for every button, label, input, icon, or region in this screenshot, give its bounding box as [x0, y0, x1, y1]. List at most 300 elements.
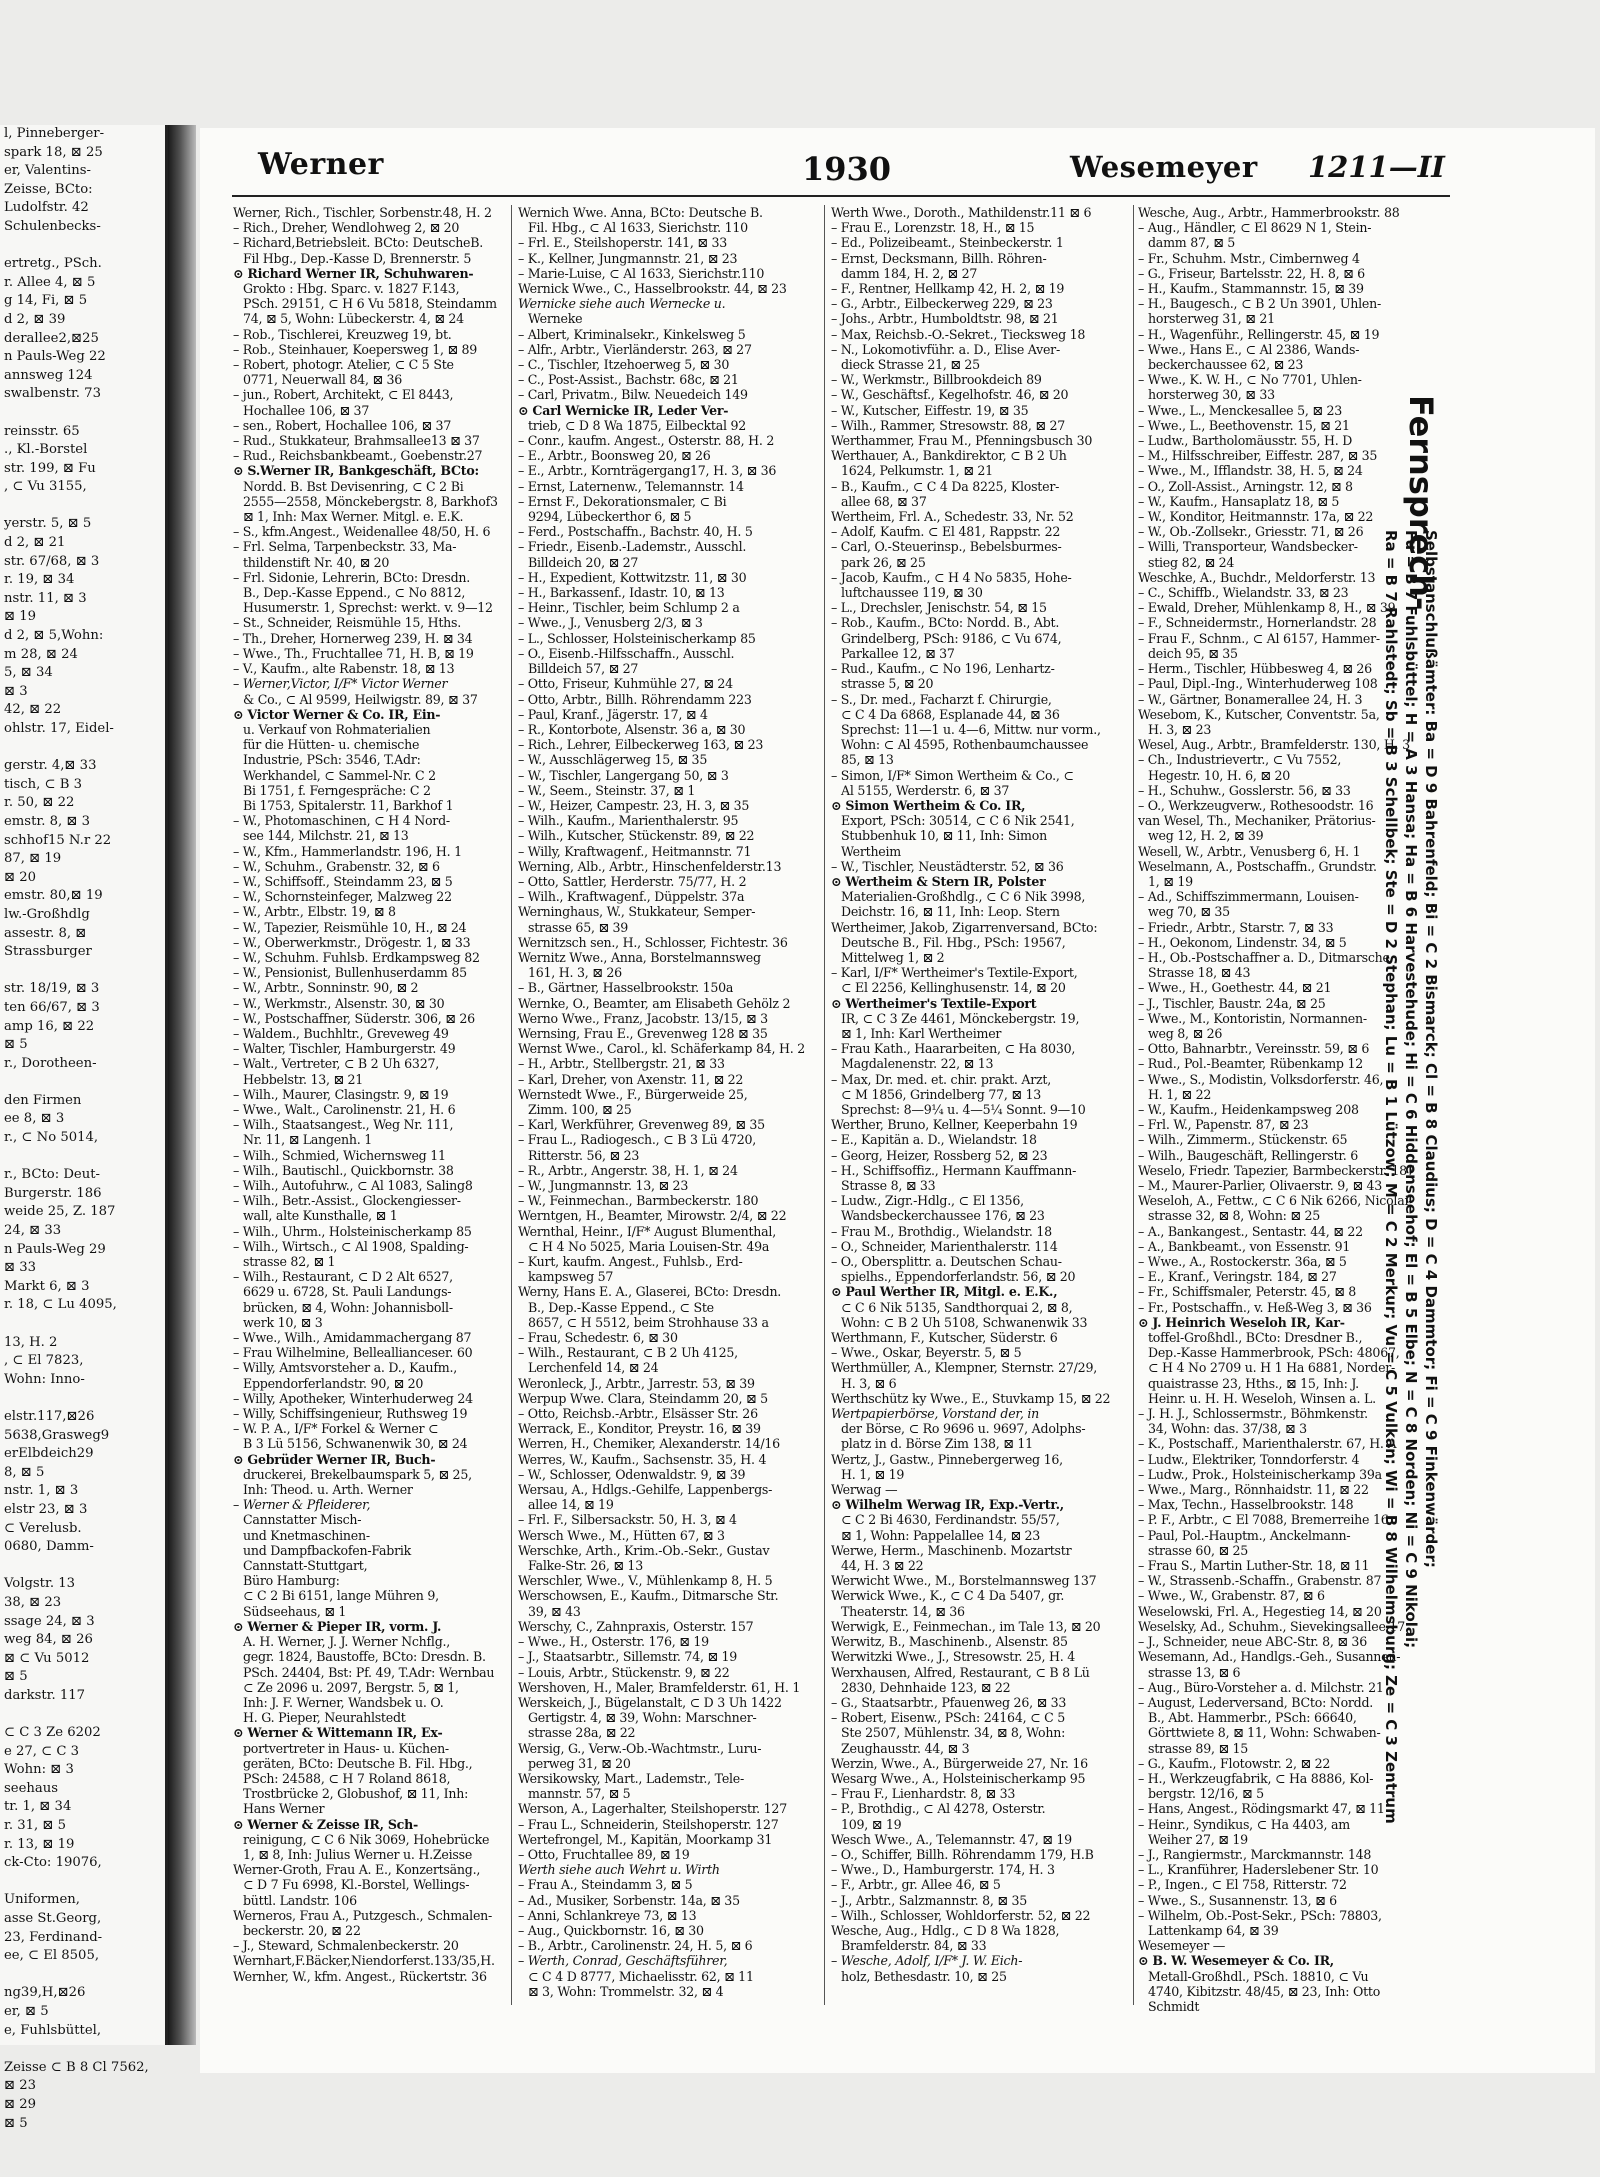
- left-page-line: r. 18, ⊂ Lu 4095,: [4, 1297, 117, 1313]
- directory-entry: – Rud., Pol.-Beamter, Rübenkamp 12: [1138, 1056, 1363, 1072]
- directory-entry: 9294, Lübeckerthor 6, ⊠ 5: [528, 509, 692, 525]
- directory-entry: damm 87, ⊠ 5: [1148, 235, 1236, 251]
- directory-entry: – E., Kapitän a. D., Wielandstr. 18: [831, 1132, 1037, 1148]
- directory-entry: portvertreter in Haus- u. Küchen-: [243, 1740, 449, 1756]
- directory-entry: – Ad., Musiker, Sorbenstr. 14a, ⊠ 35: [518, 1892, 740, 1908]
- left-page-line: asse St.Georg,: [4, 1911, 102, 1926]
- left-page-line: swalbenstr. 73: [4, 386, 101, 402]
- left-page-line: schhof15 N.r 22: [4, 832, 112, 848]
- directory-entry: – G., Friseur, Bartelsstr. 22, H. 8, ⊠ 6: [1138, 265, 1365, 281]
- left-page-line: [0, 962, 165, 981]
- directory-entry: – Willi, Transporteur, Wandsbecker-: [1138, 539, 1358, 555]
- directory-entry: strasse 65, ⊠ 39: [528, 919, 629, 935]
- directory-entry: park 26, ⊠ 25: [841, 554, 926, 570]
- directory-entry: damm 184, H. 2, ⊠ 27: [841, 265, 978, 281]
- directory-entry: Grindelberg, PSch: 9186, ⊂ Vu 674,: [841, 630, 1062, 646]
- directory-entry: Südseehaus, ⊠ 1: [243, 1603, 347, 1619]
- directory-entry: – H., Barkassenf., Idastr. 10, ⊠ 13: [518, 585, 725, 601]
- directory-entry: perweg 31, ⊠ 20: [528, 1755, 631, 1771]
- left-page-line: [0, 1873, 165, 1892]
- directory-entry: – Ewald, Dreher, Mühlenkamp 8, H., ⊠ 39: [1138, 600, 1396, 616]
- directory-entry: Wertefrongel, M., Kapitän, Moorkamp 31: [518, 1831, 773, 1847]
- directory-entry: – W., Tischler, Langergang 50, ⊠ 3: [518, 767, 729, 783]
- directory-entry: ⊂ H 4 No 2709 u. H 1 Ha 6881, Norder-: [1148, 1360, 1396, 1376]
- directory-entry: weg 8, ⊠ 26: [1148, 1025, 1223, 1041]
- directory-entry: B 3 Lü 5156, Schwanenwik 30, ⊠ 24: [243, 1436, 468, 1452]
- directory-entry: Werwe, Herm., Maschinenb. Mozartstr: [831, 1542, 1072, 1558]
- directory-entry: Inh: J. F. Werner, Wandsbek u. O.: [243, 1694, 444, 1710]
- directory-entry: 1, ⊠ 19: [1148, 873, 1193, 889]
- directory-entry: ⊙ Wertheimer's Textile-Export: [831, 995, 1037, 1011]
- directory-entry: – B., Gärtner, Hasselbrookstr. 150a: [518, 980, 734, 996]
- directory-entry: ⊙ Victor Werner & Co. IR, Ein-: [233, 706, 441, 722]
- directory-entry: – H., Baugesch., ⊂ B 2 Un 3901, Uhlen-: [1138, 296, 1382, 312]
- directory-entry: – A., Bankbeamt., von Essenstr. 91: [1138, 1238, 1351, 1254]
- left-page-line: r., ⊂ No 5014,: [4, 1130, 99, 1146]
- directory-entry: Wesemeyer —: [1138, 1938, 1226, 1954]
- directory-entry: Hegestr. 10, H. 6, ⊠ 20: [1148, 767, 1290, 783]
- directory-entry: – J., Staatsarbtr., Sillemstr. 74, ⊠ 19: [518, 1649, 738, 1665]
- directory-entry: see 144, Milchstr. 21, ⊠ 13: [243, 828, 409, 844]
- directory-entry: – Frau Kath., Haararbeiten, ⊂ Ha 8030,: [831, 1041, 1076, 1057]
- left-page-line: ⊠ 29: [4, 2096, 37, 2112]
- directory-entry: Werthschütz ky Wwe., E., Stuvkamp 15, ⊠ 22: [831, 1390, 1111, 1406]
- directory-entry: Werthmann, F., Kutscher, Süderstr. 6: [831, 1330, 1058, 1346]
- directory-entry: Husumerstr. 1, Sprechst: werkt. v. 9—12: [243, 600, 493, 616]
- directory-entry: – Wwe., K. W. H., ⊂ No 7701, Uhlen-: [1138, 372, 1362, 388]
- directory-entry: – G., Staatsarbtr., Pfauenweg 26, ⊠ 33: [831, 1694, 1067, 1710]
- left-page-line: r., BCto: Deut-: [4, 1167, 100, 1183]
- directory-entry: – Wilh., Zimmerm., Stückenstr. 65: [1138, 1132, 1348, 1148]
- directory-entry: Weselo, Friedr. Tapezier, Barmbeckerstr. 187: [1138, 1162, 1415, 1178]
- directory-entry: – Frl. E., Steilshoperstr. 141, ⊠ 33: [518, 235, 727, 251]
- directory-entry: Werson, A., Lagerhalter, Steilshoperstr. 127: [518, 1801, 787, 1817]
- left-page-line: ohlstr. 17, Eidel-: [4, 721, 114, 736]
- directory-entry: Magdalenenstr. 22, ⊠ 13: [841, 1056, 994, 1072]
- directory-entry: ⊙ Wilhelm Werwag IR, Exp.-Vertr.,: [831, 1497, 1064, 1513]
- left-page-line: annsweg 124: [4, 367, 93, 383]
- directory-entry: Grokto : Hbg. Sparc. v. 1827 F.143,: [243, 281, 460, 297]
- directory-entry: Fil. Hbg., ⊂ Al 1633, Sierichstr. 110: [528, 220, 748, 236]
- left-page-line: reinsstr. 65: [4, 423, 80, 439]
- directory-entry: – H., Schuhw., Gosslerstr. 56, ⊠ 33: [1138, 782, 1351, 798]
- left-page-line: [0, 1705, 165, 1724]
- directory-entry: – W., Jungmannstr. 13, ⊠ 23: [518, 1178, 689, 1193]
- directory-entry: ⊙ J. Heinrich Weseloh IR, Kar-: [1138, 1314, 1345, 1330]
- directory-entry: – L., Kranführer, Haderslebener Str. 10: [1138, 1862, 1379, 1878]
- directory-entry: Billdeich 57, ⊠ 27: [528, 661, 639, 677]
- left-page-fragment: [0, 125, 168, 2131]
- directory-entry: – Wilhelm, Ob.-Post-Sekr., PSch: 78803,: [1138, 1907, 1382, 1923]
- directory-entry: Wernke, O., Beamter, am Elisabeth Gehölz 2: [518, 995, 791, 1011]
- left-page-line: 13, H. 2: [4, 1334, 58, 1350]
- directory-entry: beckerstr. 20, ⊠ 22: [243, 1922, 361, 1938]
- directory-entry: – F., Arbtr., gr. Allee 46, ⊠ 5: [831, 1877, 1001, 1893]
- directory-entry: – H., Arbtr., Stellbergstr. 21, ⊠ 33: [518, 1056, 725, 1072]
- directory-entry: – Wwe., Hans E., ⊂ Al 2386, Wands-: [1138, 341, 1360, 357]
- directory-entry: – Wilh., Baugeschäft, Rellingerstr. 6: [1138, 1147, 1359, 1163]
- directory-entry: 6629 u. 6728, St. Pauli Landungs-: [243, 1284, 452, 1300]
- directory-entry: 4740, Kibitzstr. 48/45, ⊠ 23, Inh: Otto: [1148, 1983, 1381, 1999]
- directory-entry: – O., Schneider, Marienthalerstr. 114: [831, 1238, 1058, 1254]
- directory-entry: Wesche, Aug., Hdlg., ⊂ D 8 Wa 1828,: [831, 1922, 1060, 1938]
- left-page-line: d 2, ⊠ 21: [4, 535, 66, 551]
- directory-entry: Wesarg Wwe., A., Holsteinischerkamp 95: [831, 1770, 1086, 1786]
- directory-entry: – Rob., Kaufm., BCto: Nordd. B., Abt.: [831, 615, 1060, 631]
- directory-entry: – M., Hilfsschreiber, Eiffestr. 287, ⊠ 35: [1138, 448, 1378, 464]
- left-page-line: [0, 1966, 165, 1985]
- directory-entry: Lattenkamp 64, ⊠ 39: [1148, 1922, 1279, 1938]
- directory-entry: strasse 89, ⊠ 15: [1148, 1740, 1249, 1756]
- left-page-line: erElbdeich29: [4, 1446, 94, 1462]
- directory-entry: B., Abt. Hammerbr., PSch: 66640,: [1148, 1710, 1357, 1726]
- directory-entry: PSch: 24588, ⊂ H 7 Roland 8618,: [243, 1770, 451, 1786]
- directory-entry: – Alfr., Arbtr., Vierländerstr. 263, ⊠ 27: [518, 341, 752, 357]
- directory-entry: 34, Wohn: das. 37/38, ⊠ 3: [1148, 1421, 1307, 1437]
- directory-entry: Heinr. u. H. H. Weseloh, Winsen a. L.: [1148, 1390, 1376, 1406]
- directory-entry: Wernitz Wwe., Anna, Borstelmannsweg: [518, 949, 761, 965]
- directory-entry: – Willy, Amtsvorsteher a. D., Kaufm.,: [233, 1360, 457, 1376]
- directory-entry: PSch. 29151, ⊂ H 6 Vu 5818, Steindamm: [243, 296, 497, 312]
- directory-entry: – W., Ausschlägerweg 15, ⊠ 35: [518, 752, 708, 768]
- directory-entry: – W., Schornsteinfeger, Malzweg 22: [233, 889, 452, 905]
- directory-entry: – Otto, Arbtr., Billh. Röhrendamm 223: [518, 691, 752, 707]
- directory-entry: Werwitz, B., Maschinenb., Alsenstr. 85: [831, 1634, 1068, 1650]
- directory-entry: allee 68, ⊠ 37: [841, 493, 927, 509]
- left-page-line: ng39,H,⊠26: [4, 1985, 86, 2001]
- directory-entry: ⊠ 1, Inh: Karl Wertheimer: [841, 1025, 1002, 1041]
- directory-entry: – Ch., Industrievertr., ⊂ Vu 7552,: [1138, 752, 1342, 768]
- directory-entry: Wernich Wwe. Anna, BCto: Deutsche B.: [518, 205, 763, 220]
- directory-entry: – Otto, Reichsb.-Arbtr., Elsässer Str. 26: [518, 1406, 758, 1422]
- directory-entry: – C., Post-Assist., Bachstr. 68c, ⊠ 21: [518, 372, 739, 388]
- directory-entry: Nr. 11, ⊠ Langenh. 1: [243, 1132, 372, 1148]
- left-page-line: r., Dorotheen-: [4, 1055, 97, 1071]
- directory-entry: ⊙ S.Werner IR, Bankgeschäft, BCto:: [233, 463, 479, 479]
- directory-entry: – Rud., Reichsbankbeamt., Goebenstr.27: [233, 448, 483, 464]
- directory-entry: – Aug., Büro-Vorsteher a. d. Milchstr. 21: [1138, 1679, 1384, 1695]
- directory-entry: – W., Heizer, Campestr. 23, H. 3, ⊠ 35: [518, 797, 750, 813]
- directory-entry: – Willy, Schiffsingenieur, Ruthsweg 19: [233, 1406, 468, 1422]
- directory-entry: Export, PSch: 30514, ⊂ C 6 Nik 2541,: [841, 813, 1075, 829]
- directory-entry: strasse 28a, ⊠ 22: [528, 1725, 636, 1741]
- left-page-line: er, Valentins-: [4, 163, 91, 179]
- directory-entry: 74, ⊠ 5, Wohn: Lübeckerstr. 4, ⊠ 24: [243, 311, 464, 327]
- directory-entry: – Anni, Schlankreye 73, ⊠ 13: [518, 1907, 697, 1923]
- directory-entry: Werny, Hans E. A., Glaserei, BCto: Dresdn.: [518, 1284, 782, 1300]
- left-page-line: 0680, Damm-: [4, 1539, 94, 1555]
- directory-entry: – Frl. F., Silbersackstr. 50, H. 3, ⊠ 4: [518, 1512, 737, 1528]
- left-page-line: 8, ⊠ 5: [4, 1464, 45, 1480]
- left-page-line: ⊂ C 3 Ze 6202: [4, 1725, 101, 1741]
- directory-entry: H. 1, ⊠ 19: [841, 1466, 905, 1482]
- directory-entry: – Ludw., Prok., Holsteinischerkamp 39a: [1138, 1466, 1382, 1482]
- header-page-number: 1211—II: [1308, 150, 1445, 184]
- directory-entry: Werschler, Wwe., V., Mühlenkamp 8, H. 5: [518, 1573, 773, 1589]
- directory-entry: – J., Arbtr., Salzmannstr. 8, ⊠ 35: [831, 1892, 1027, 1908]
- directory-entry: – Richard,Betriebsleit. BCto: DeutscheB.: [233, 235, 484, 251]
- directory-entry: strasse 60, ⊠ 25: [1148, 1542, 1249, 1558]
- directory-entry: – J., Tischler, Baustr. 24a, ⊠ 25: [1138, 995, 1326, 1011]
- directory-entry: druckerei, Brekelbaumspark 5, ⊠ 25,: [243, 1466, 472, 1482]
- directory-entry: – Rud., Kaufm., ⊂ No 196, Lenhartz-: [831, 661, 1055, 677]
- directory-entry: Gertigstr. 4, ⊠ 39, Wohn: Marschner-: [528, 1710, 757, 1726]
- directory-entry: – Werth, Conrad, Geschäftsführer,: [518, 1953, 728, 1969]
- directory-entry: – W., Schuhm., Grabenstr. 32, ⊠ 6: [233, 858, 440, 874]
- header-year: 1930: [802, 150, 892, 188]
- directory-entry: – Wwe., D., Hamburgerstr. 174, H. 3: [831, 1862, 1055, 1878]
- header-first-name: Werner: [258, 147, 384, 182]
- left-page-line: ⊠ 19: [4, 609, 37, 625]
- directory-entry: – Fr., Postschaffn., v. Heß-Weg 3, ⊠ 36: [1138, 1299, 1372, 1315]
- directory-entry: – H., Oekonom, Lindenstr. 34, ⊠ 5: [1138, 934, 1347, 950]
- directory-entry: ⊂ C 6 Nik 5135, Sandthorquai 2, ⊠ 8,: [841, 1299, 1073, 1315]
- directory-entry: – E., Arbtr., Kornträgergang17, H. 3, ⊠ 36: [518, 463, 777, 479]
- directory-entry: Werrack, E., Konditor, Preystr. 16, ⊠ 39: [518, 1421, 761, 1437]
- directory-entry: dieck Strasse 21, ⊠ 25: [841, 357, 980, 373]
- left-page-line: r. 31, ⊠ 5: [4, 1818, 67, 1834]
- directory-entry: ⊙ Paul Werther IR, Mitgl. e. E.K.,: [831, 1284, 1058, 1300]
- directory-entry: reinigung, ⊂ C 6 Nik 3069, Hohebrücke: [243, 1831, 490, 1847]
- left-page-line: yerstr. 5, ⊠ 5: [4, 516, 92, 532]
- directory-entry: – Otto, Friseur, Kuhmühle 27, ⊠ 24: [518, 676, 733, 692]
- directory-entry: Werthauer, A., Bankdirektor, ⊂ B 2 Uh: [831, 448, 1067, 464]
- directory-entry: – W., Geschäftsf., Kegelhofstr. 46, ⊠ 20: [831, 387, 1069, 403]
- directory-entry: H. 3, ⊠ 6: [841, 1375, 897, 1391]
- directory-entry: Werschy, C., Zahnpraxis, Osterstr. 157: [518, 1618, 754, 1634]
- directory-entry: ⊠ 1, Wohn: Pappelallee 14, ⊠ 23: [841, 1527, 1041, 1543]
- directory-entry: der Börse, ⊂ Ro 9696 u. 9697, Adolphs-: [841, 1421, 1086, 1437]
- directory-entry: Werth Wwe., Doroth., Mathildenstr.11 ⊠ 6: [831, 205, 1092, 220]
- directory-entry: Wernstedt Wwe., F., Bürgerweide 25,: [518, 1086, 748, 1102]
- directory-entry: – J., Schneider, neue ABC-Str. 8, ⊠ 36: [1138, 1634, 1367, 1650]
- side-title: [1440, 395, 1441, 396]
- directory-entry: quaistrasse 23, Hths., ⊠ 15, Inh: J.: [1148, 1375, 1359, 1391]
- directory-entry: Wertheim: [841, 843, 901, 859]
- directory-entry: – W., Schlosser, Odenwaldstr. 9, ⊠ 39: [518, 1466, 746, 1482]
- column-divider: [511, 205, 512, 2005]
- directory-entry: strasse 5, ⊠ 20: [841, 676, 934, 692]
- left-page-line: r. 50, ⊠ 22: [4, 795, 75, 811]
- directory-entry: Werther, Bruno, Kellner, Keeperbahn 19: [831, 1117, 1078, 1133]
- directory-entry: – Frau S., Martin Luther-Str. 18, ⊠ 11: [1138, 1558, 1370, 1574]
- directory-entry: Wesemann, Ad., Handlgs.-Geh., Susannen-: [1138, 1649, 1401, 1665]
- directory-entry: Weselowski, Frl. A., Hegestieg 14, ⊠ 20: [1138, 1603, 1382, 1619]
- directory-entry: – Wwe., J., Venusberg 2/3, ⊠ 3: [518, 615, 703, 631]
- directory-entry: Sprechst: 8—9¼ u. 4—5¼ Sonnt. 9—10: [841, 1101, 1086, 1117]
- directory-entry: Nordd. B. Bst Devisenring, ⊂ C 2 Bi: [243, 478, 464, 494]
- directory-entry: kampsweg 57: [528, 1269, 614, 1285]
- directory-entry: – N., Lokomotivführ. a. D., Elise Aver-: [831, 341, 1060, 357]
- directory-entry: büttl. Landstr. 106: [243, 1892, 357, 1908]
- left-page-line: r. 13, ⊠ 19: [4, 1836, 75, 1852]
- directory-entry: & Co., ⊂ Al 9599, Heilwigstr. 89, ⊠ 37: [243, 691, 478, 707]
- directory-entry: – Wilh., Rammer, Stresowstr. 88, ⊠ 27: [831, 417, 1065, 433]
- directory-entry: – Ernst F., Dekorationsmaler, ⊂ Bi: [518, 493, 727, 509]
- directory-entry: – J., Steward, Schmalenbeckerstr. 20: [233, 1938, 459, 1954]
- left-page-line: assestr. 8, ⊠: [4, 925, 87, 941]
- directory-entry: Parkallee 12, ⊠ 37: [841, 645, 955, 661]
- directory-entry: – Heinr., Syndikus, ⊂ Ha 4403, am: [1138, 1816, 1350, 1832]
- directory-entry: Eppendorferlandstr. 90, ⊠ 20: [243, 1375, 424, 1391]
- directory-entry: Materialien-Großhdlg., ⊂ C 6 Nik 3998,: [841, 889, 1086, 905]
- directory-entry: – Werner & Pfleiderer,: [233, 1497, 371, 1513]
- side-legend-row: Selbstanschlußämter: Ba = D 9 Bahrenfeld; Bi = C 2 Bismarck; Cl = B 8 Claudius; D = C 4 Dammtor; Fi = C 9 Finkenwärder;: [1422, 530, 1440, 1568]
- left-page-line: er, ⊠ 5: [4, 2003, 49, 2019]
- directory-entry: – H., Wagenführ., Rellingerstr. 45, ⊠ 19: [1138, 326, 1380, 342]
- directory-entry: – Aug., Quickbornstr. 16, ⊠ 30: [518, 1922, 704, 1938]
- directory-entry: – Willy, Apotheker, Winterhuderweg 24: [233, 1390, 473, 1406]
- directory-entry: holz, Bethesdastr. 10, ⊠ 25: [841, 1968, 1007, 1984]
- left-page-line: Uniformen,: [4, 1892, 80, 1908]
- directory-entry: – Wwe., L., Beethovenstr. 15, ⊠ 21: [1138, 417, 1350, 433]
- directory-entry: – W., Schiffsoff., Steindamm 23, ⊠ 5: [233, 873, 453, 889]
- directory-entry: Falke-Str. 26, ⊠ 13: [528, 1558, 643, 1574]
- left-page-line: ⊠ ⊂ Vu 5012: [4, 1650, 90, 1666]
- side-legend-row: Ra = B 7 Rahlstedt; Sb = B 3 Schellbek; Ste = D 2 Stephan; Lu = B 1 Lützow; M = C 2 Merkur; Vu = C 5 Vulkan; Wi = B 8 Wilhelmsburg; Ze = C 3 Zentrum: [1382, 530, 1400, 1824]
- directory-entry: ⊙ Carl Wernicke IR, Leder Ver-: [518, 402, 729, 418]
- directory-entry: H. G. Pieper, Neurahlstedt: [243, 1710, 406, 1726]
- directory-entry: – Ludw., Bartholomäusstr. 55, H. D: [1138, 433, 1353, 449]
- directory-entry: ⊙ Simon Wertheim & Co. IR,: [831, 797, 1026, 813]
- left-page-line: lw.-Großhdlg: [4, 906, 90, 922]
- directory-entry: stieg 82, ⊠ 24: [1148, 554, 1235, 570]
- left-page-line: ten 66/67, ⊠ 3: [4, 999, 100, 1015]
- directory-entry: Wandsbeckerchaussee 176, ⊠ 23: [841, 1208, 1045, 1224]
- directory-entry: – Karl, Werkführer, Grevenweg 89, ⊠ 35: [518, 1117, 765, 1133]
- directory-entry: – Paul, Dipl.-Ing., Winterhuderweg 108: [1138, 676, 1378, 692]
- directory-entry: – H., Schiffsoffiz., Hermann Kauffmann-: [831, 1162, 1077, 1178]
- directory-entry: Werschke, Arth., Krim.-Ob.-Sekr., Gustav: [518, 1542, 770, 1558]
- directory-entry: – B., Arbtr., Carolinenstr. 24, H. 5, ⊠ 6: [518, 1938, 753, 1954]
- directory-entry: – Werner,Victor, I/F* Victor Werner: [233, 676, 448, 692]
- left-page-line: 5638,Grasweg9: [4, 1427, 110, 1443]
- directory-entry: Werkhandel, ⊂ Sammel-Nr. C 2: [243, 767, 436, 783]
- directory-entry: – Wwe., W., Grabenstr. 87, ⊠ 6: [1138, 1588, 1325, 1604]
- directory-entry: – W., Postschaffner, Süderstr. 306, ⊠ 26: [233, 1010, 475, 1026]
- directory-entry: – Ed., Polizeibeamt., Steinbeckerstr. 1: [831, 235, 1064, 251]
- directory-entry: – M., Maurer-Parlier, Olivaerstr. 9, ⊠ 43: [1138, 1178, 1383, 1193]
- directory-entry: Strasse 8, ⊠ 33: [841, 1178, 936, 1193]
- directory-entry: Inh: Theod. u. Arth. Werner: [243, 1482, 413, 1498]
- directory-entry: – H., Kaufm., Stammannstr. 15, ⊠ 39: [1138, 281, 1364, 297]
- directory-entry: – Wilh., Wirtsch., ⊂ Al 1908, Spalding-: [233, 1238, 469, 1254]
- directory-entry: Werxhausen, Alfred, Restaurant, ⊂ B 8 Lü: [831, 1664, 1090, 1680]
- directory-entry: Wersch Wwe., M., Hütten 67, ⊠ 3: [518, 1527, 725, 1543]
- directory-entry: – Frau F., Schnm., ⊂ Al 6157, Hammer-: [1138, 630, 1380, 646]
- left-page-line: ⊠ 5: [4, 2115, 28, 2131]
- directory-entry: Werth siehe auch Wehrt u. Wirth: [518, 1862, 720, 1878]
- directory-entry: – P., Brothdig., ⊂ Al 4278, Osterstr.: [831, 1801, 1046, 1817]
- directory-entry: Werpup Wwe. Clara, Steindamm 20, ⊠ 5: [518, 1390, 768, 1406]
- directory-entry: Billdeich 20, ⊠ 27: [528, 554, 639, 570]
- directory-entry: – Max, Dr. med. et. chir. prakt. Arzt,: [831, 1071, 1051, 1087]
- directory-entry: – W., Feinmechan., Barmbeckerstr. 180: [518, 1193, 759, 1209]
- directory-entry: 44, H. 3 ⊠ 22: [841, 1558, 924, 1574]
- directory-entry: – Wilh., Autofuhrw., ⊂ Al 1083, Saling8: [233, 1178, 473, 1193]
- directory-entry: ⊙ Werner & Zeisse IR, Sch-: [233, 1816, 418, 1832]
- left-page-line: ⊠ 33: [4, 1260, 37, 1276]
- column-divider: [1133, 205, 1134, 2005]
- left-page-line: elstr 23, ⊠ 3: [4, 1501, 88, 1517]
- directory-entry: Werwicht Wwe., M., Borstelmannsweg 137: [831, 1573, 1097, 1589]
- directory-entry: – W., Konditor, Heitmannstr. 17a, ⊠ 22: [1138, 509, 1374, 525]
- directory-entry: Wertpapierbörse, Vorstand der, in: [831, 1406, 1039, 1422]
- directory-entry: 0771, Neuerwall 84, ⊠ 36: [243, 372, 403, 388]
- directory-entry: Trostbrücke 2, Globushof, ⊠ 11, Inh:: [243, 1786, 469, 1802]
- directory-entry: toffel-Großhdl., BCto: Dresdner B.,: [1148, 1330, 1363, 1346]
- directory-entry: Theaterstr. 14, ⊠ 36: [841, 1603, 965, 1619]
- directory-entry: – Jacob, Kaufm., ⊂ H 4 No 5835, Hohe-: [831, 569, 1072, 585]
- side-title-text: [1402, 395, 1440, 396]
- directory-entry: spielhs., Eppendorferlandstr. 56, ⊠ 20: [841, 1269, 1076, 1285]
- directory-entry: – W., Tapezier, Reismühle 10, H., ⊠ 24: [233, 919, 467, 935]
- directory-entry: – O., Obersplittr. a. Deutschen Schau-: [831, 1254, 1062, 1270]
- directory-entry: Görttwiete 8, ⊠ 11, Wohn: Schwaben-: [1148, 1725, 1381, 1741]
- left-page-line: n Pauls-Weg 22: [4, 349, 106, 365]
- directory-entry: – sen., Robert, Hochallee 106, ⊠ 37: [233, 417, 452, 433]
- left-page-line: [0, 1315, 165, 1334]
- directory-entry: – Max, Techn., Hasselbrookstr. 148: [1138, 1497, 1354, 1513]
- directory-entry: und Dampfbackofen-Fabrik: [243, 1542, 412, 1558]
- directory-entry: – Wilh., Restaurant, ⊂ B 2 Uh 4125,: [518, 1345, 738, 1361]
- directory-entry: – Louis, Arbtr., Stückenstr. 9, ⊠ 22: [518, 1664, 730, 1680]
- left-page-line: 42, ⊠ 22: [4, 702, 62, 718]
- directory-entry: Hebbelstr. 13, ⊠ 21: [243, 1071, 364, 1087]
- directory-entry: – Wilh., Restaurant, ⊂ D 2 Alt 6527,: [233, 1269, 453, 1285]
- directory-entry: – Robert, photogr. Atelier, ⊂ C 5 Ste: [233, 357, 454, 373]
- left-page-line: 23, Ferdinand-: [4, 1929, 103, 1945]
- directory-entry: – Frl. Sidonie, Lehrerin, BCto: Dresdn.: [233, 569, 471, 585]
- left-page-line: 5, ⊠ 34: [4, 665, 53, 681]
- directory-entry: – Wilh., Kraftwagenf., Düppelstr. 37a: [518, 889, 745, 905]
- directory-entry: – Th., Dreher, Hornerweg 239, H. ⊠ 34: [233, 630, 473, 646]
- directory-entry: – O., Zoll-Assist., Arningstr. 12, ⊠ 8: [1138, 478, 1353, 494]
- directory-entry: 1624, Pelkumstr. 1, ⊠ 21: [841, 463, 993, 479]
- directory-entry: 85, ⊠ 13: [841, 752, 894, 768]
- directory-entry: ⊙ B. W. Wesemeyer & Co. IR,: [1138, 1953, 1334, 1969]
- directory-entry: bergstr. 12/16, ⊠ 5: [1148, 1786, 1264, 1802]
- directory-entry: – W., Kaufm., Heidenkampsweg 208: [1138, 1101, 1359, 1117]
- directory-entry: – Kurt, kaufm. Angest., Fuhlsb., Erd-: [518, 1254, 743, 1270]
- directory-entry: – C., Schiffb., Wielandstr. 33, ⊠ 23: [1138, 585, 1349, 601]
- directory-entry: Hochallee 106, ⊠ 37: [243, 402, 370, 418]
- directory-entry: – Wwe., H., Osterstr. 176, ⊠ 19: [518, 1634, 709, 1650]
- left-page-line: Markt 6, ⊠ 3: [4, 1278, 90, 1294]
- directory-entry: Stubbenhuk 10, ⊠ 11, Inh: Simon: [841, 828, 1047, 844]
- directory-entry: – Frau Wilhelmine, Belleallianceser. 60: [233, 1345, 473, 1361]
- left-page-line: Zeisse, BCto:: [4, 181, 93, 197]
- directory-entry: – Wilh., Maurer, Clasingstr. 9, ⊠ 19: [233, 1086, 449, 1102]
- directory-entry: – J., Rangiermstr., Marckmannstr. 148: [1138, 1846, 1372, 1862]
- directory-entry: – Conr., kaufm. Angest., Osterstr. 88, H. 2: [518, 433, 775, 449]
- directory-entry: – W., Oberwerkmstr., Drögestr. 1, ⊠ 33: [233, 934, 471, 950]
- left-page-line: ., Kl.-Borstel: [4, 442, 88, 458]
- left-page-line: m 28, ⊠ 24: [4, 646, 78, 662]
- left-page-line: ⊠ 5: [4, 1669, 28, 1685]
- directory-entry: allee 14, ⊠ 19: [528, 1497, 614, 1513]
- directory-entry: – Albert, Kriminalsekr., Kinkelsweg 5: [518, 326, 746, 342]
- directory-column-3: [831, 205, 1111, 2015]
- side-legend: [1382, 530, 1440, 1824]
- directory-entry: – W., Strassenb.-Schaffn., Grabenstr. 87: [1138, 1573, 1382, 1589]
- directory-entry: – Karl, Dreher, von Axenstr. 11, ⊠ 22: [518, 1071, 744, 1087]
- directory-entry: – Frau L., Schneiderin, Steilshoperstr. 127: [518, 1816, 779, 1832]
- left-page-line: tr. 1, ⊠ 34: [4, 1799, 72, 1815]
- directory-entry: ⊂ C 2 Bi 6151, lange Mühren 9,: [243, 1588, 439, 1604]
- directory-entry: – Johs., Arbtr., Humboldtstr. 98, ⊠ 21: [831, 311, 1059, 327]
- directory-entry: – K., Kellner, Jungmannstr. 21, ⊠ 23: [518, 250, 738, 266]
